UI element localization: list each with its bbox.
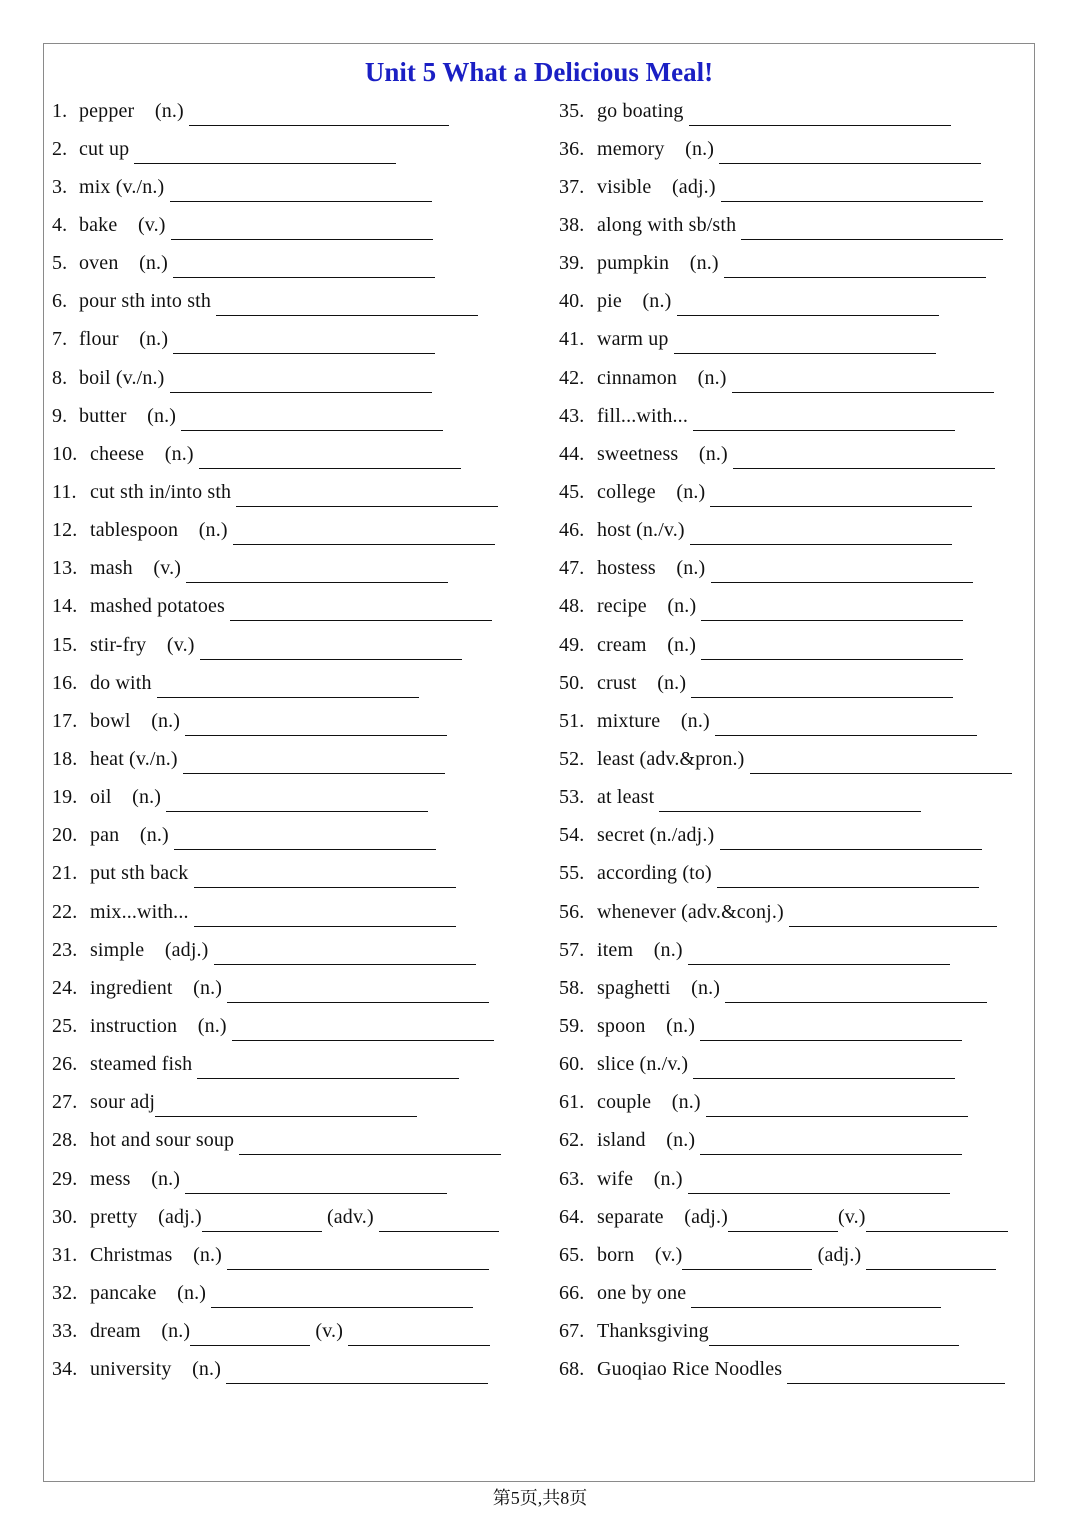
item-word: boil (v./n.) xyxy=(79,366,170,389)
item-word: simple (adj.) xyxy=(90,938,214,961)
answer-blank[interactable] xyxy=(728,1213,838,1232)
vocab-item xyxy=(559,588,1029,626)
item-word: college (n.) xyxy=(597,480,711,503)
answer-blank[interactable] xyxy=(674,335,936,354)
answer-blank[interactable] xyxy=(194,908,456,927)
answer-blank[interactable] xyxy=(183,755,445,774)
item-number: 8. xyxy=(52,366,68,389)
item-word: put sth back xyxy=(90,862,194,885)
item-word: born (v.) xyxy=(597,1243,683,1266)
item-word: pie (n.) xyxy=(597,290,677,313)
item-number: 43. xyxy=(559,404,585,427)
item-number: 50. xyxy=(559,671,585,694)
answer-blank[interactable] xyxy=(230,602,492,621)
item-word: cinnamon (n.) xyxy=(597,366,732,389)
item-number: 61. xyxy=(559,1091,585,1114)
vocab-item xyxy=(52,702,527,740)
vocab-item xyxy=(559,1274,1029,1312)
answer-blank[interactable] xyxy=(701,602,963,621)
vocab-item xyxy=(52,626,527,664)
item-word: pour sth into sth xyxy=(79,290,217,313)
vocab-item xyxy=(559,1122,1029,1160)
answer-blank[interactable] xyxy=(173,335,435,354)
item-number: 36. xyxy=(559,137,585,160)
item-number: 14. xyxy=(52,595,78,618)
item-word: dream (n.) xyxy=(90,1320,191,1343)
answer-blank[interactable] xyxy=(174,831,436,850)
item-word: recipe (n.) xyxy=(597,595,702,618)
vocab-item xyxy=(559,893,1029,931)
answer-blank[interactable] xyxy=(691,1289,941,1308)
answer-blank[interactable] xyxy=(379,1213,499,1232)
item-number: 64. xyxy=(559,1205,585,1228)
item-word: at least xyxy=(597,786,660,809)
answer-blank[interactable] xyxy=(227,984,489,1003)
answer-blank[interactable] xyxy=(787,1365,1005,1384)
vocab-item xyxy=(52,817,527,855)
item-word: sour adj xyxy=(90,1091,156,1114)
answer-blank[interactable] xyxy=(706,1098,968,1117)
item-number: 15. xyxy=(52,633,78,656)
item-word: stir-fry (v.) xyxy=(90,633,200,656)
item-word: pan (n.) xyxy=(90,824,174,847)
item-number: 51. xyxy=(559,709,585,732)
item-word: mix (v./n.) xyxy=(79,175,170,198)
item-number: 44. xyxy=(559,442,585,465)
item-number: 16. xyxy=(52,671,78,694)
item-number: 38. xyxy=(559,213,585,236)
right-column xyxy=(559,92,1029,1389)
answer-blank[interactable] xyxy=(693,1060,955,1079)
item-number: 26. xyxy=(52,1053,78,1076)
vocab-item xyxy=(52,893,527,931)
item-word: cream (n.) xyxy=(597,633,702,656)
item-word: Christmas (n.) xyxy=(90,1243,228,1266)
vocab-item xyxy=(559,321,1029,359)
answer-blank[interactable] xyxy=(720,831,982,850)
item-number: 5. xyxy=(52,252,68,275)
item-word: mix...with... xyxy=(90,900,194,923)
vocab-item xyxy=(559,1046,1029,1084)
vocab-item xyxy=(52,588,527,626)
item-number: 48. xyxy=(559,595,585,618)
item-word: bake (v.) xyxy=(79,213,171,236)
answer-blank[interactable] xyxy=(189,107,449,126)
item-word: (adv.) xyxy=(321,1205,379,1228)
vocab-item xyxy=(52,969,527,1007)
item-word: bowl (n.) xyxy=(90,709,186,732)
item-number: 19. xyxy=(52,786,78,809)
item-number: 27. xyxy=(52,1091,78,1114)
item-word: according (to) xyxy=(597,862,717,885)
vocab-item xyxy=(559,1198,1029,1236)
left-column xyxy=(52,92,527,1389)
answer-blank[interactable] xyxy=(710,488,972,507)
answer-blank[interactable] xyxy=(200,641,462,660)
answer-blank[interactable] xyxy=(725,984,987,1003)
vocab-item xyxy=(559,1160,1029,1198)
item-number: 23. xyxy=(52,938,78,961)
vocab-item xyxy=(559,817,1029,855)
item-word: host (n./v.) xyxy=(597,519,690,542)
item-number: 57. xyxy=(559,938,585,961)
vocab-item xyxy=(559,1007,1029,1045)
vocab-item xyxy=(559,779,1029,817)
answer-blank[interactable] xyxy=(789,908,997,927)
vocab-item xyxy=(559,931,1029,969)
vocab-item xyxy=(559,397,1029,435)
vocab-item xyxy=(559,359,1029,397)
vocab-item xyxy=(559,168,1029,206)
item-word: go boating xyxy=(597,99,689,122)
item-word: sweetness (n.) xyxy=(597,442,734,465)
vocab-item xyxy=(52,473,527,511)
answer-blank[interactable] xyxy=(166,793,428,812)
vocab-item xyxy=(559,92,1029,130)
item-number: 67. xyxy=(559,1320,585,1343)
answer-blank[interactable] xyxy=(711,564,973,583)
vocab-item xyxy=(52,1198,527,1236)
vocab-item xyxy=(52,283,527,321)
vocab-item xyxy=(52,855,527,893)
item-word: spaghetti (n.) xyxy=(597,976,726,999)
item-word: do with xyxy=(90,671,157,694)
item-number: 2. xyxy=(52,137,68,160)
vocab-item xyxy=(559,512,1029,550)
item-word: ingredient (n.) xyxy=(90,976,228,999)
page-title: Unit 5 What a Delicious Meal! xyxy=(364,57,714,87)
item-word: oil (n.) xyxy=(90,786,167,809)
answer-blank[interactable] xyxy=(733,450,995,469)
item-number: 66. xyxy=(559,1281,585,1304)
item-number: 28. xyxy=(52,1129,78,1152)
vocab-item xyxy=(52,512,527,550)
item-word: Thanksgiving xyxy=(597,1320,709,1343)
answer-blank[interactable] xyxy=(689,107,951,126)
item-number: 12. xyxy=(52,519,78,542)
item-number: 60. xyxy=(559,1053,585,1076)
item-number: 49. xyxy=(559,633,585,656)
item-word: cut up xyxy=(79,137,135,160)
answer-blank[interactable] xyxy=(170,374,432,393)
vocab-item xyxy=(559,1313,1029,1351)
answer-blank[interactable] xyxy=(185,1175,447,1194)
item-number: 24. xyxy=(52,976,78,999)
item-word: hot and sour soup xyxy=(90,1129,240,1152)
answer-blank[interactable] xyxy=(173,259,435,278)
vocab-item xyxy=(52,168,527,206)
answer-blank[interactable] xyxy=(715,717,977,736)
item-word: item (n.) xyxy=(597,938,688,961)
item-word: one by one xyxy=(597,1281,692,1304)
answer-blank[interactable] xyxy=(199,450,461,469)
answer-blank[interactable] xyxy=(239,1136,501,1155)
answer-blank[interactable] xyxy=(134,145,396,164)
item-number: 40. xyxy=(559,290,585,313)
item-word: memory (n.) xyxy=(597,137,720,160)
vocab-item xyxy=(52,435,527,473)
vocab-item xyxy=(559,435,1029,473)
item-number: 25. xyxy=(52,1014,78,1037)
answer-blank[interactable] xyxy=(226,1365,488,1384)
answer-blank[interactable] xyxy=(197,1060,459,1079)
item-number: 18. xyxy=(52,747,78,770)
vocab-item xyxy=(559,664,1029,702)
item-number: 34. xyxy=(52,1358,78,1381)
vocab-item xyxy=(52,130,527,168)
answer-blank[interactable] xyxy=(866,1213,1008,1232)
item-word: spoon (n.) xyxy=(597,1014,701,1037)
item-word: couple (n.) xyxy=(597,1091,706,1114)
answer-blank[interactable] xyxy=(181,412,443,431)
item-word: university (n.) xyxy=(90,1358,227,1381)
answer-blank[interactable] xyxy=(202,1213,322,1232)
vocab-item xyxy=(52,1351,527,1389)
item-word: pretty (adj.) xyxy=(90,1205,202,1228)
page-footer: 第5页,共8页 xyxy=(492,1488,588,1508)
item-word: whenever (adv.&conj.) xyxy=(597,900,789,923)
item-number: 21. xyxy=(52,862,78,885)
item-number: 53. xyxy=(559,786,585,809)
item-word: pancake (n.) xyxy=(90,1281,212,1304)
item-number: 62. xyxy=(559,1129,585,1152)
answer-blank[interactable] xyxy=(724,259,986,278)
vocab-item xyxy=(559,1236,1029,1274)
item-word: mash (v.) xyxy=(90,557,187,580)
item-number: 52. xyxy=(559,747,585,770)
vocab-item xyxy=(52,1084,527,1122)
answer-blank[interactable] xyxy=(700,1136,962,1155)
item-word: tablespoon (n.) xyxy=(90,519,233,542)
vocab-item xyxy=(559,1084,1029,1122)
answer-blank[interactable] xyxy=(682,1251,812,1270)
item-number: 6. xyxy=(52,290,68,313)
item-word: separate (adj.) xyxy=(597,1205,728,1228)
answer-blank[interactable] xyxy=(211,1289,473,1308)
item-number: 54. xyxy=(559,824,585,847)
vocab-item xyxy=(559,740,1029,778)
vocab-item xyxy=(52,1236,527,1274)
answer-blank[interactable] xyxy=(688,946,950,965)
item-word: (adj.) xyxy=(812,1243,867,1266)
item-number: 33. xyxy=(52,1320,78,1343)
vocab-item xyxy=(559,702,1029,740)
vocab-item xyxy=(52,1122,527,1160)
item-number: 13. xyxy=(52,557,78,580)
answer-blank[interactable] xyxy=(194,869,456,888)
vocab-item xyxy=(52,779,527,817)
answer-blank[interactable] xyxy=(216,297,478,316)
item-word: cheese (n.) xyxy=(90,442,199,465)
item-number: 31. xyxy=(52,1243,78,1266)
item-number: 11. xyxy=(52,480,77,503)
answer-blank[interactable] xyxy=(186,564,448,583)
answer-blank[interactable] xyxy=(185,717,447,736)
answer-blank[interactable] xyxy=(690,526,952,545)
item-word: pepper (n.) xyxy=(79,99,189,122)
item-number: 47. xyxy=(559,557,585,580)
item-word: slice (n./v.) xyxy=(597,1053,694,1076)
item-word: mixture (n.) xyxy=(597,709,715,732)
item-word: wife (n.) xyxy=(597,1167,688,1190)
answer-blank[interactable] xyxy=(236,488,498,507)
item-number: 1. xyxy=(52,99,68,122)
answer-blank[interactable] xyxy=(677,297,939,316)
answer-blank[interactable] xyxy=(732,374,994,393)
item-word: cut sth in/into sth xyxy=(90,480,237,503)
item-word: least (adv.&pron.) xyxy=(597,747,750,770)
item-number: 4. xyxy=(52,213,68,236)
answer-blank[interactable] xyxy=(232,1022,494,1041)
item-word: (v.) xyxy=(837,1205,866,1228)
item-number: 63. xyxy=(559,1167,585,1190)
answer-blank[interactable] xyxy=(171,221,433,240)
vocab-item xyxy=(559,1351,1029,1389)
answer-blank[interactable] xyxy=(693,412,955,431)
answer-blank[interactable] xyxy=(348,1327,490,1346)
answer-blank[interactable] xyxy=(701,641,963,660)
item-word: butter (n.) xyxy=(79,404,182,427)
vocab-item xyxy=(559,969,1029,1007)
answer-blank[interactable] xyxy=(691,679,953,698)
vocab-item xyxy=(52,359,527,397)
answer-blank[interactable] xyxy=(719,145,981,164)
item-number: 55. xyxy=(559,862,585,885)
item-number: 20. xyxy=(52,824,78,847)
answer-blank[interactable] xyxy=(700,1022,962,1041)
item-number: 32. xyxy=(52,1281,78,1304)
answer-blank[interactable] xyxy=(214,946,476,965)
vocab-item xyxy=(52,1160,527,1198)
item-number: 65. xyxy=(559,1243,585,1266)
vocab-item xyxy=(559,473,1029,511)
item-number: 46. xyxy=(559,519,585,542)
item-word: Guoqiao Rice Noodles xyxy=(597,1358,788,1381)
answer-blank[interactable] xyxy=(659,793,921,812)
vocab-item xyxy=(52,550,527,588)
vocab-item xyxy=(559,855,1029,893)
vocab-item xyxy=(52,1313,527,1351)
item-number: 29. xyxy=(52,1167,78,1190)
answer-blank[interactable] xyxy=(709,1327,959,1346)
item-number: 68. xyxy=(559,1358,585,1381)
vocab-item xyxy=(52,1274,527,1312)
item-number: 39. xyxy=(559,252,585,275)
answer-blank[interactable] xyxy=(227,1251,489,1270)
item-word: heat (v./n.) xyxy=(90,747,183,770)
item-word: steamed fish xyxy=(90,1053,198,1076)
vocab-item xyxy=(559,550,1029,588)
item-number: 45. xyxy=(559,480,585,503)
item-number: 37. xyxy=(559,175,585,198)
item-number: 56. xyxy=(559,900,585,923)
item-number: 3. xyxy=(52,175,68,198)
item-word: instruction (n.) xyxy=(90,1014,232,1037)
answer-blank[interactable] xyxy=(717,869,979,888)
vocab-item xyxy=(52,1046,527,1084)
vocab-item xyxy=(559,283,1029,321)
vocab-item xyxy=(559,130,1029,168)
item-word: mess (n.) xyxy=(90,1167,186,1190)
item-number: 9. xyxy=(52,404,68,427)
item-number: 35. xyxy=(559,99,585,122)
item-number: 10. xyxy=(52,442,78,465)
item-word: crust (n.) xyxy=(597,671,692,694)
item-number: 30. xyxy=(52,1205,78,1228)
item-word: (v.) xyxy=(310,1320,349,1343)
item-number: 22. xyxy=(52,900,78,923)
item-word: pumpkin (n.) xyxy=(597,252,724,275)
item-word: mashed potatoes xyxy=(90,595,231,618)
vocab-item xyxy=(559,626,1029,664)
vocab-item xyxy=(559,245,1029,283)
item-number: 17. xyxy=(52,709,78,732)
answer-blank[interactable] xyxy=(866,1251,996,1270)
vocab-item xyxy=(52,321,527,359)
item-word: oven (n.) xyxy=(79,252,174,275)
answer-blank[interactable] xyxy=(157,679,419,698)
item-number: 59. xyxy=(559,1014,585,1037)
item-word: fill...with... xyxy=(597,404,694,427)
answer-blank[interactable] xyxy=(688,1175,950,1194)
answer-blank[interactable] xyxy=(741,221,1003,240)
vocab-item xyxy=(52,397,527,435)
vocab-item xyxy=(52,206,527,244)
item-word: along with sb/sth xyxy=(597,213,742,236)
vocab-item xyxy=(52,931,527,969)
vocab-item xyxy=(52,245,527,283)
item-word: secret (n./adj.) xyxy=(597,824,720,847)
answer-blank[interactable] xyxy=(233,526,495,545)
vocab-item xyxy=(52,1007,527,1045)
vocab-item xyxy=(559,206,1029,244)
item-word: hostess (n.) xyxy=(597,557,711,580)
item-word: flour (n.) xyxy=(79,328,174,351)
answer-blank[interactable] xyxy=(750,755,1012,774)
answer-blank[interactable] xyxy=(155,1098,417,1117)
item-word: warm up xyxy=(597,328,674,351)
vocab-item xyxy=(52,664,527,702)
item-number: 58. xyxy=(559,976,585,999)
vocab-item xyxy=(52,92,527,130)
answer-blank[interactable] xyxy=(170,183,432,202)
item-word: visible (adj.) xyxy=(597,175,721,198)
item-number: 42. xyxy=(559,366,585,389)
item-number: 7. xyxy=(52,328,68,351)
item-number: 41. xyxy=(559,328,585,351)
vocab-item xyxy=(52,740,527,778)
item-word: island (n.) xyxy=(597,1129,701,1152)
answer-blank[interactable] xyxy=(190,1327,310,1346)
answer-blank[interactable] xyxy=(721,183,983,202)
